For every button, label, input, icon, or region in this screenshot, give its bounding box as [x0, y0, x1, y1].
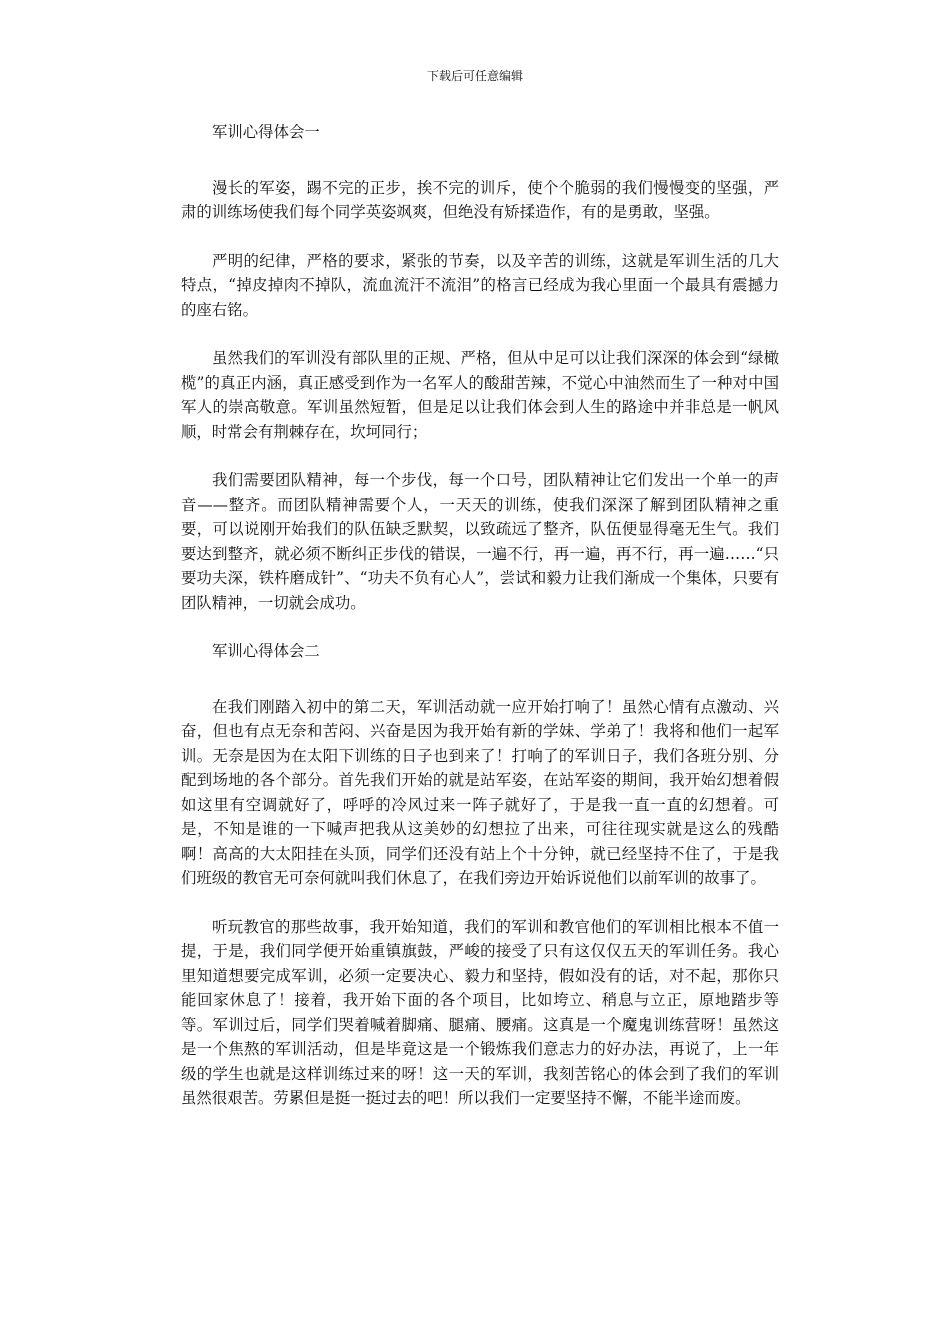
paragraph: 在我们刚踏入初中的第二天，军训活动就一应开始打响了！虽然心情有点激动、兴奋，但也有点无奈和苦闷、兴奋是因为我开始有新的学妹、学弟了！我将和他们一起军训。无奈是因为在太阳下训练的日子也到来了！打响了的军训日子，我们各班分别、分配到场地的各个部分。首先我们开始的就是站军姿，在站军姿的期间，我开始幻想着假如这里有空调就好了，呼呼的冷风过来一阵子就好了，于是我一直一直的幻想着。可是，不知是谁的一下喊声把我从这美妙的幻想拉了出来，可往往现实就是这么的残酷啊！高高的大太阳挂在头顶，同学们还没有站上个十分钟，就已经坚持不住了，于是我们班级的教官无可奈何就叫我们休息了，在我们旁边开始诉说他们以前军训的故事了。 — [181, 697, 779, 887]
paragraph: 虽然我们的军训没有部队里的正规、严格，但从中足可以让我们深深的体会到“绿橄榄”的真正内涵，真正感受到作为一名军人的酸甜苦辣，不觉心中油然而生了一种对中国军人的崇高敬意。军训虽然短暂，但是足以让我们体会到人生的路途中并非总是一帆风顺，时常会有荆棘存在，坎坷同行； — [181, 349, 779, 441]
paragraph: 严明的纪律，严格的要求，紧张的节奏，以及辛苦的训练，这就是军训生活的几大特点，“掉皮掉肉不掉队，流血流汗不流泪”的格言已经成为我心里面一个最具有震撼力的座右铭。 — [181, 251, 779, 319]
paragraph: 我们需要团队精神，每一个步伐，每一个口号，团队精神让它们发出一个单一的声音——整齐。而团队精神需要个人，一天天的训练，使我们深深了解到团队精神之重要，可以说刚开始我们的队伍缺乏默契，以致疏远了整齐，队伍便显得毫无生气。我们要达到整齐，就必须不断纠正步伐的错误，一遍不行，再一遍，再不行，再一遍……“只要功夫深，铁杵磨成针”、“功夫不负有心人”，尝试和毅力让我们渐成一个集体，只要有团队精神，一切就会成功。 — [181, 471, 779, 612]
section-title: 军训心得体会一 — [212, 123, 320, 141]
paragraph: 漫长的军姿，踢不完的正步，挨不完的训斥，使个个脆弱的我们慢慢变的坚强，严肃的训练场使我们每个同学英姿飒爽，但绝没有矫揉造作，有的是勇敢，坚强。 — [181, 178, 779, 221]
document-body — [181, 120, 779, 1111]
page-header: 下载后可任意编辑 — [426, 69, 523, 83]
section-title: 军训心得体会二 — [212, 642, 320, 660]
paragraph: 听玩教官的那些故事，我开始知道，我们的军训和教官他们的军训相比根本不值一提，于是，我们同学便开始重镇旗鼓，严峻的接受了只有这仅仅五天的军训任务。我心里知道想要完成军训，必须一定要决心、毅力和坚持，假如没有的话，对不起，那你只能回家休息了！接着，我开始下面的各个项目，比如垮立、稍息与立正，原地踏步等等。军训过后，同学们哭着喊着脚痛、腿痛、腰痛。这真是一个魔鬼训练营呀！虽然这是一个焦熬的军训活动，但是毕竟这是一个锻炼我们意志力的好办法，再说了，上一年级的学生也就是这样训练过来的呀！这一天的军训，我刻苦铭心的体会到了我们的军训虽然很艰苦。劳累但是挺一挺过去的吧！所以我们一定要坚持不懈，不能半途而废。 — [181, 917, 779, 1107]
